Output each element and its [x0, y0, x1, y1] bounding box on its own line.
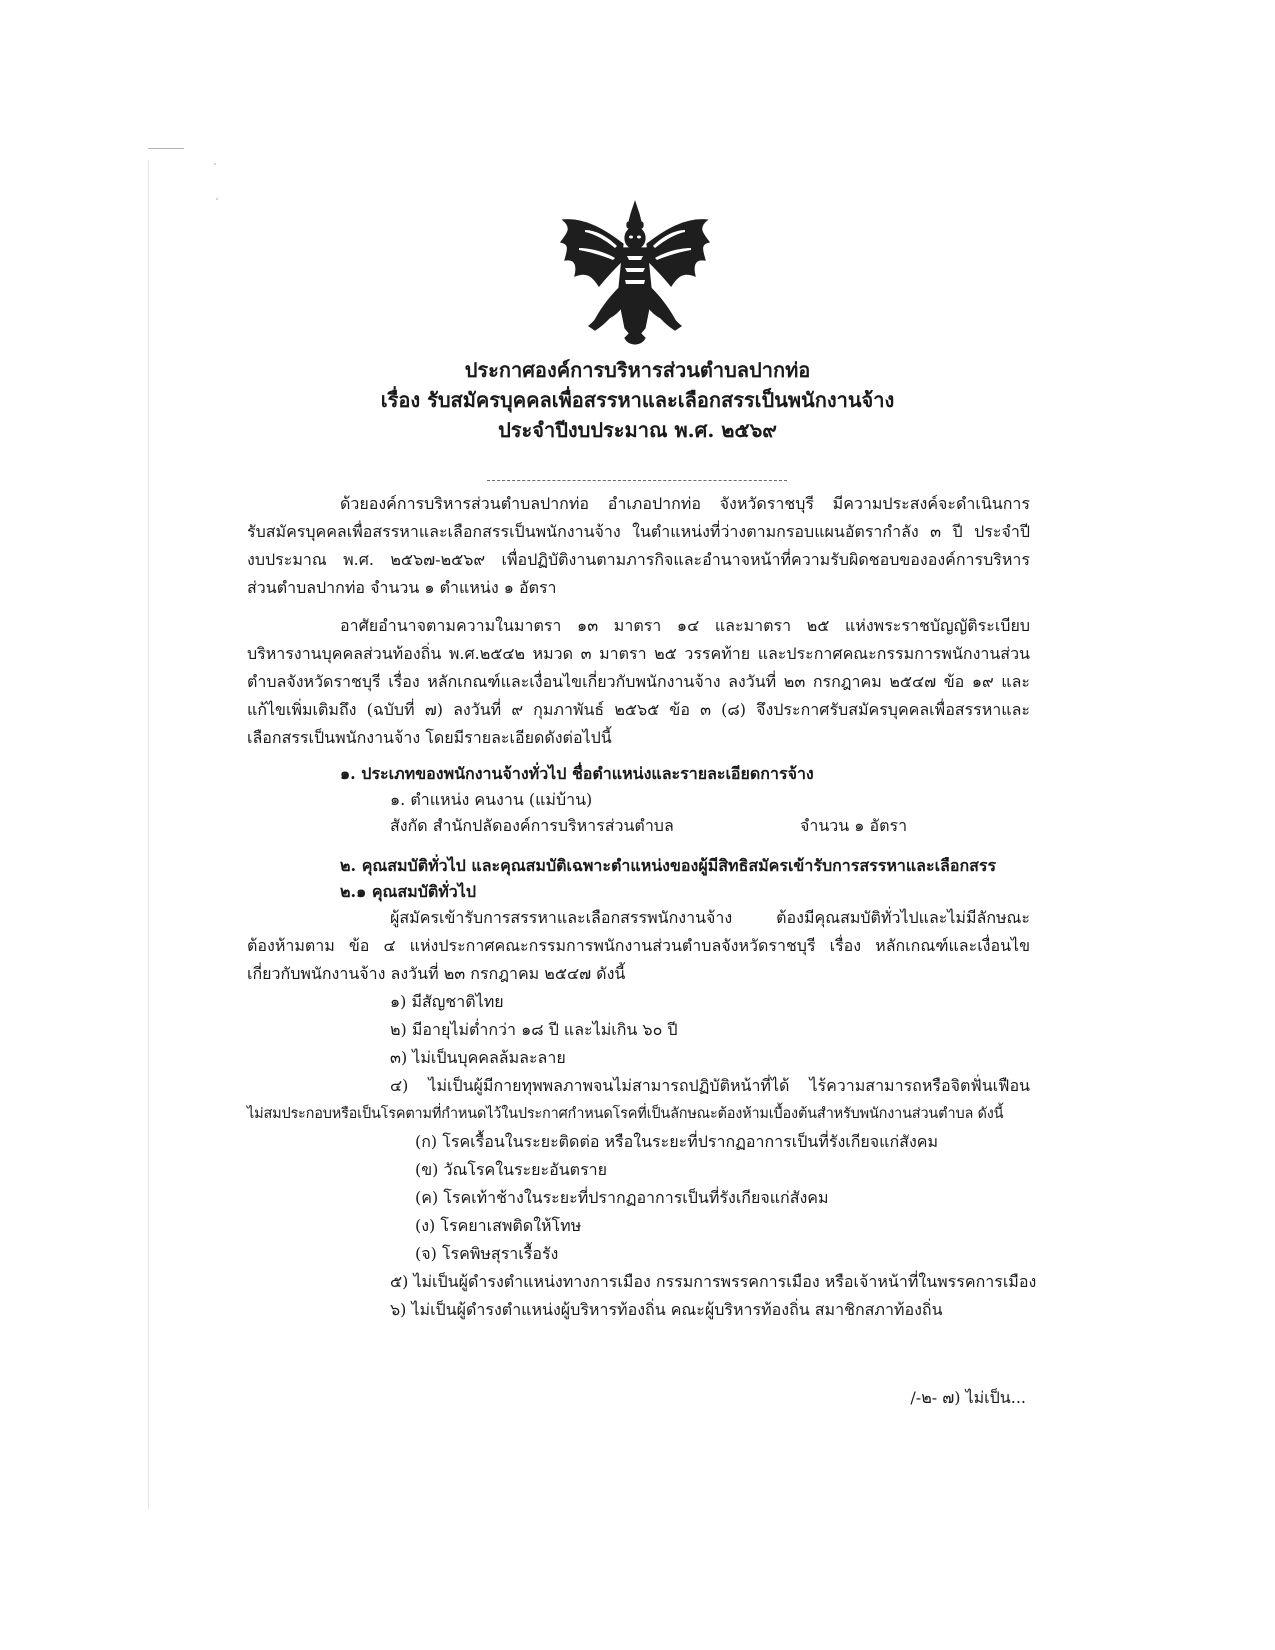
position-affiliation: สังกัด สำนักปลัดองค์การบริหารส่วนตำบล	[390, 816, 674, 835]
announcement-fiscal-year: ประจำปีงบประมาณ พ.ศ. ๒๕๖๙	[498, 418, 777, 442]
paragraph-line: อาศัยอำนาจตามความในมาตรา ๑๓ มาตรา ๑๔ และมาตรา ๒๕ แห่งพระราชบัญญัติระเบียบ	[340, 616, 1030, 635]
disease-item: (ง) โรคยาเสพติดให้โทษ	[415, 1216, 582, 1235]
qualification-item: ๑) มีสัญชาติไทย	[390, 992, 504, 1011]
paragraph-line: รับสมัครบุคคลเพื่อสรรหาและเลือกสรรเป็นพนักงานจ้าง ในตำแหน่งที่ว่างตามกรอบแผนอัตรากำลัง ๓ ปี ประจำปี	[247, 522, 1030, 541]
announcement-subject: เรื่อง รับสมัครบุคคลเพื่อสรรหาและเลือกสรรเป็นพนักงานจ้าง	[380, 388, 895, 412]
qualification-item: ๓) ไม่เป็นบุคคลล้มละลาย	[390, 1048, 566, 1067]
scan-edge-mark	[148, 148, 184, 149]
qualification-item: ๕) ไม่เป็นผู้ดำรงตำแหน่งทางการเมือง กรรมการพรรคการเมือง หรือเจ้าหน้าที่ในพรรคการเมือง	[390, 1272, 1037, 1291]
paragraph-line: เลือกสรรเป็นพนักงานจ้าง โดยมีรายละเอียดดังต่อไปนี้	[247, 728, 612, 747]
scan-speck	[214, 163, 216, 165]
garuda-emblem-icon	[555, 200, 715, 350]
paragraph-line: ส่วนตำบลปากท่อ จำนวน ๑ ตำแหน่ง ๑ อัตรา	[247, 578, 557, 597]
disease-item: (จ) โรคพิษสุราเรื้อรัง	[415, 1244, 559, 1263]
disease-item: (ค) โรคเท้าช้างในระยะที่ปรากฏอาการเป็นที่รังเกียจแก่สังคม	[415, 1188, 829, 1207]
paragraph-line: ด้วยองค์การบริหารส่วนตำบลปากท่อ อำเภอปากท่อ จังหวัดราชบุรี มีความประสงค์จะดำเนินการ	[340, 494, 1030, 513]
paragraph-line: ผู้สมัครเข้ารับการสรรหาและเลือกสรรพนักงานจ้าง ต้องมีคุณสมบัติทั่วไปและไม่มีลักษณะ	[390, 908, 1030, 927]
paragraph-line: บริหารงานบุคคลส่วนท้องถิ่น พ.ศ.๒๕๔๒ หมวด ๓ มาตรา ๒๕ วรรคท้าย และประกาศคณะกรรมการพนักงานส่วน	[247, 644, 1030, 663]
position-name: ๑. ตำแหน่ง คนงาน (แม่บ้าน)	[390, 790, 593, 809]
continuation-note: /-๒- ๗) ไม่เป็น...	[910, 1388, 1026, 1407]
paragraph-line: ต้องห้ามตาม ข้อ ๔ แห่งประกาศคณะกรรมการพนักงานส่วนตำบลจังหวัดราชบุรี เรื่อง หลักเกณฑ์และเงื่อนไข	[247, 936, 1030, 955]
announcement-title: ประกาศองค์การบริหารส่วนตำบลปากท่อ	[464, 358, 811, 382]
qualification-item-continued: ไม่สมประกอบหรือเป็นโรคตามที่กำหนดไว้ในประกาศกำหนดโรคที่เป็นลักษณะต้องห้ามเบื้องต้นสำหรับพนักงานส่วนตำบล ดังนี้	[247, 1106, 1004, 1122]
section-1-title: ๑. ประเภทของพนักงานจ้างทั่วไป ชื่อตำแหน่งและรายละเอียดการจ้าง	[340, 764, 814, 783]
scan-speck	[216, 198, 218, 200]
section-2-1-title: ๒.๑ คุณสมบัติทั่วไป	[340, 882, 476, 901]
disease-item: (ก) โรคเรื้อนในระยะติดต่อ หรือในระยะที่ปรากฏอาการเป็นที่รังเกียจแก่สังคม	[415, 1132, 939, 1151]
qualification-item: ๔) ไม่เป็นผู้มีกายทุพพลภาพจนไม่สามารถปฏิบัติหน้าที่ได้ ไร้ความสามารถหรือจิตฟั่นเฟือน	[390, 1076, 1030, 1095]
position-count: จำนวน ๑ อัตรา	[800, 816, 908, 835]
paragraph-line: เกี่ยวกับพนักงานจ้าง ลงวันที่ ๒๓ กรกฎาคม ๒๕๔๗ ดังนี้	[247, 964, 626, 983]
paragraph-line: ตำบลจังหวัดราชบุรี เรื่อง หลักเกณฑ์และเงื่อนไขเกี่ยวกับพนักงานจ้าง ลงวันที่ ๒๓ กรกฎาคม ๒๕๔๗ ข้อ ๑๙ และ	[247, 672, 1030, 691]
disease-item: (ข) วัณโรคในระยะอันตราย	[415, 1160, 608, 1179]
qualification-item: ๒) มีอายุไม่ต่ำกว่า ๑๘ ปี และไม่เกิน ๖๐ ปี	[390, 1020, 678, 1039]
qualification-item: ๖) ไม่เป็นผู้ดำรงตำแหน่งผู้บริหารท้องถิ่น คณะผู้บริหารท้องถิ่น สมาชิกสภาท้องถิ่น	[390, 1300, 943, 1319]
heading-separator	[487, 480, 787, 481]
section-2-title: ๒. คุณสมบัติทั่วไป และคุณสมบัติเฉพาะตำแหน่งของผู้มีสิทธิสมัครเข้ารับการสรรหาและเลือกสรร	[340, 856, 997, 875]
paragraph-line: แก้ไขเพิ่มเติมถึง (ฉบับที่ ๗) ลงวันที่ ๙ กุมภาพันธ์ ๒๕๖๕ ข้อ ๓ (๘) จึงประกาศรับสมัครบุคคลเพื่อสรรหาและ	[247, 700, 1030, 719]
paragraph-line: งบประมาณ พ.ศ. ๒๕๖๗-๒๕๖๙ เพื่อปฏิบัติงานตามภารกิจและอำนาจหน้าที่ความรับผิดชอบขององค์การบริหาร	[247, 550, 1030, 569]
